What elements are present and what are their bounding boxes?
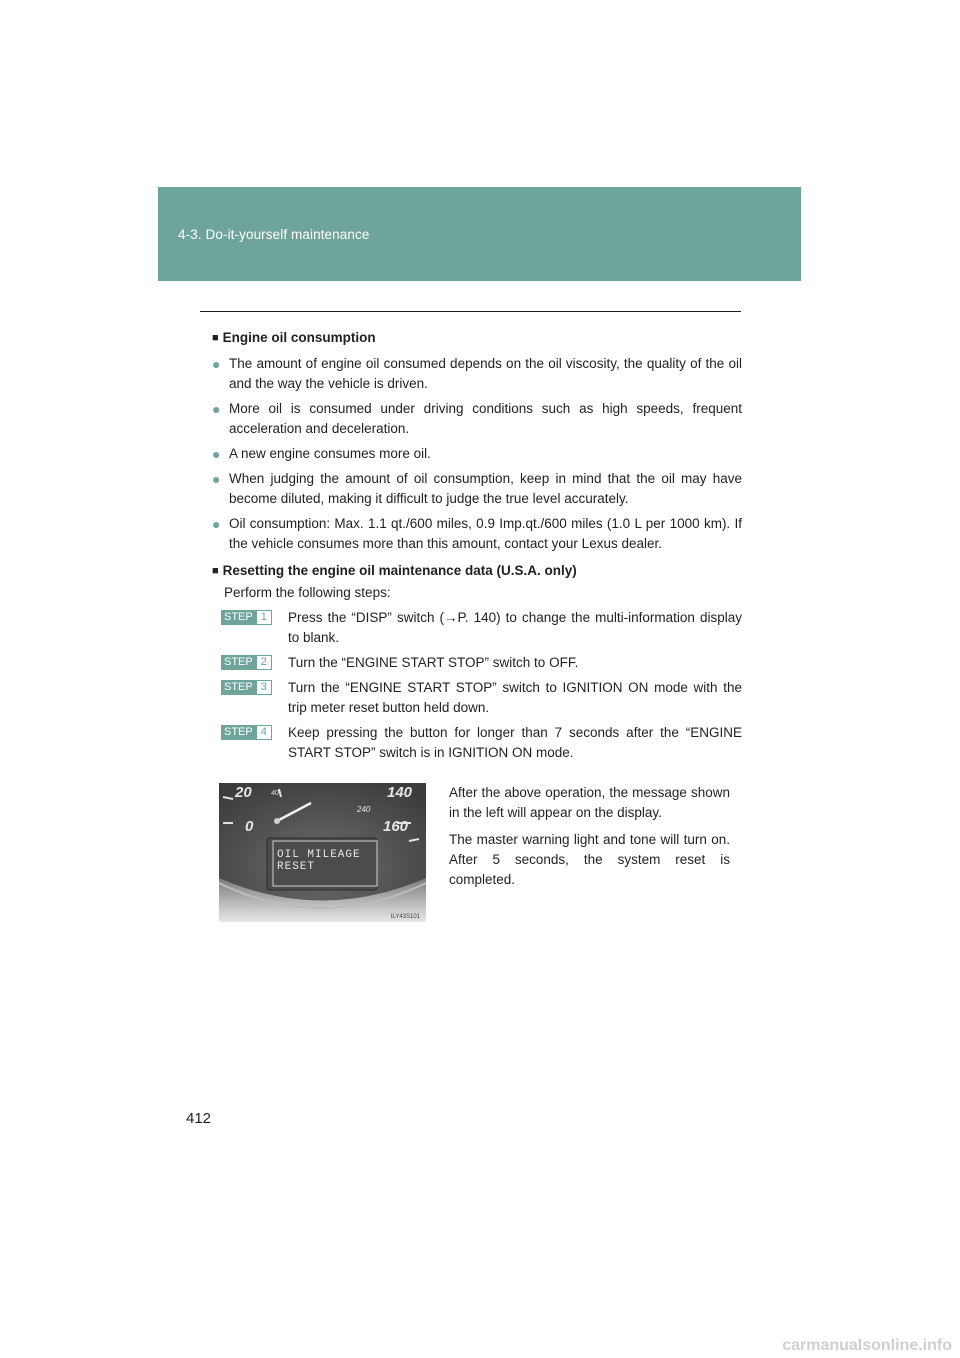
circle-bullet-icon: ● bbox=[212, 446, 221, 462]
gauge-label: 140 bbox=[387, 784, 413, 801]
circle-bullet-icon: ● bbox=[212, 356, 221, 372]
step-1: STEP 1 Press the “DISP” switch (→P. 140) to change the multi-information display to blank. bbox=[221, 608, 742, 648]
step-4: STEP 4 Keep pressing the button for longer than 7 seconds after the “ENGINE START STOP” switch is in IGNITION ON mode. bbox=[221, 723, 742, 763]
figure-caption bbox=[449, 783, 730, 897]
caption-paragraph: After the above operation, the message shown in the left will appear on the display. bbox=[449, 785, 730, 820]
gauge-label: 160 bbox=[383, 818, 409, 835]
square-bullet-icon: ■ bbox=[212, 564, 219, 577]
watermark: carmanualsonline.info bbox=[782, 1337, 952, 1354]
gauge-label: 20 bbox=[235, 784, 252, 801]
caption-paragraph: The master warning light and tone will turn on. After 5 seconds, the system reset is completed. bbox=[449, 832, 730, 887]
list-item: ● When judging the amount of oil consumption, keep in mind that the oil may have become diluted, making it difficult to judge the true level accurately. bbox=[212, 471, 742, 506]
step-badge: STEP 3 bbox=[221, 680, 272, 695]
divider bbox=[200, 311, 741, 312]
circle-bullet-icon: ● bbox=[212, 471, 221, 487]
display-text-line1: OIL MILEAGE bbox=[277, 849, 361, 861]
list-item: ● More oil is consumed under driving conditions such as high speeds, frequent acceleration and deceleration. bbox=[212, 401, 742, 436]
display-text-line2: RESET bbox=[277, 861, 316, 873]
figure-code: ILY43S101 bbox=[390, 914, 420, 920]
steps-intro: Perform the following steps: bbox=[224, 585, 391, 600]
step-badge: STEP 2 bbox=[221, 655, 272, 670]
list-item: ● The amount of engine oil consumed depends on the oil viscosity, the quality of the oil and the way the vehicle is driven. bbox=[212, 356, 742, 391]
step-2: STEP 2 Turn the “ENGINE START STOP” switch to OFF. bbox=[221, 653, 742, 673]
gauge-label: 0 bbox=[245, 818, 254, 835]
main-content bbox=[212, 330, 742, 768]
gauge-illustration bbox=[219, 783, 426, 922]
section-title: 4-3. Do-it-yourself maintenance bbox=[178, 227, 370, 242]
step-3: STEP 3 Turn the “ENGINE START STOP” switch to IGNITION ON mode with the trip meter reset button held down. bbox=[221, 678, 742, 718]
list-item: ● Oil consumption: Max. 1.1 qt./600 miles, 0.9 Imp.qt./600 miles (1.0 L per 1000 km). If the vehicle consumes more than this amount, contact your Lexus dealer. bbox=[212, 516, 742, 551]
gauge-label: 240 bbox=[357, 805, 371, 814]
step-badge: STEP 1 bbox=[221, 610, 272, 625]
heading-reset-oil-data: ■ Resetting the engine oil maintenance data (U.S.A. only) bbox=[212, 563, 577, 578]
circle-bullet-icon: ● bbox=[212, 401, 221, 417]
instrument-cluster-image bbox=[219, 783, 426, 922]
section-header-band bbox=[158, 187, 801, 281]
heading-oil-consumption: ■ Engine oil consumption bbox=[212, 330, 376, 345]
step-badge: STEP 4 bbox=[221, 725, 272, 740]
gauge-label: 40 bbox=[271, 790, 279, 797]
square-bullet-icon: ■ bbox=[212, 331, 219, 344]
page-number: 412 bbox=[186, 1110, 212, 1127]
circle-bullet-icon: ● bbox=[212, 516, 221, 532]
list-item: ● A new engine consumes more oil. bbox=[212, 446, 431, 462]
